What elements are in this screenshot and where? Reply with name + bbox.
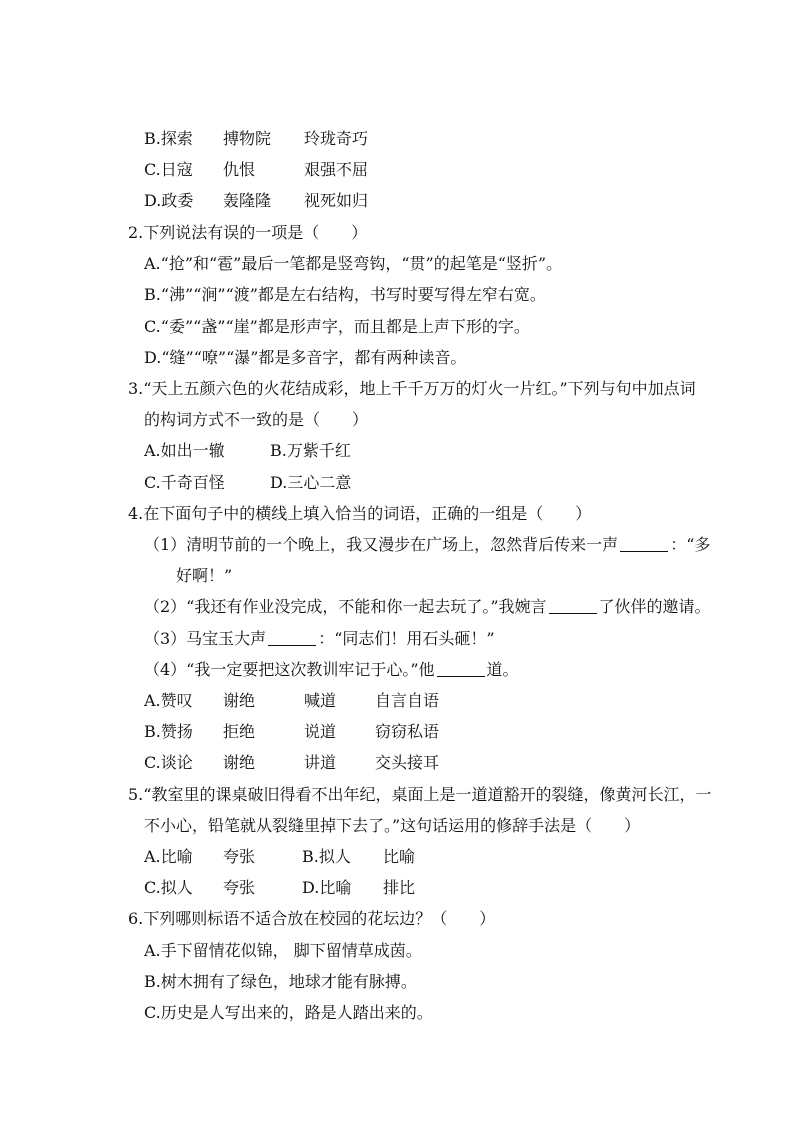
q3-option-d: D.三心二意 [270, 473, 352, 492]
q4-s1-blank [620, 535, 668, 552]
q3-options-cd [144, 472, 351, 494]
q4-s4-post: 道。 [486, 660, 519, 679]
q3-stem-line2: 的构词方式不一致的是（ ） [144, 410, 369, 429]
q4-s2-pre: （2）“我还有作业没完成，不能和你一起去玩了。”我婉言 [144, 597, 547, 616]
q4-c-word4: 交头接耳 [375, 753, 440, 772]
q5-options-ab [144, 846, 415, 868]
q2-option-c: C.“委”“盏”“崖”都是形声字，而且都是上声下形的字。 [144, 317, 530, 336]
q3-stem-line1: 3.“天上五颜六色的火花结成彩，地上千千万万的灯火一片红。”下列与句中加点词 [128, 379, 696, 398]
q4-option-b [144, 721, 439, 743]
q6-option-b: B.树木拥有了绿色，地球才能有脉搏。 [144, 972, 417, 991]
q1-c-word3: 艰强不屈 [304, 160, 369, 179]
q3-option-c: C.千奇百怪 [144, 473, 225, 492]
q4-a-word4: 自言自语 [375, 691, 440, 710]
q4-c-word3: 讲道 [304, 753, 337, 772]
q5-c-word1: C.拟人 [144, 878, 193, 897]
q4-s4-blank [437, 660, 485, 677]
q6-stem: 6.下列哪则标语不适合放在校园的花坛边？（ ） [128, 909, 496, 928]
q3-options-ab [144, 440, 351, 462]
q4-a-word2: 谢绝 [223, 691, 256, 710]
q1-d-word1: D.政委 [144, 191, 194, 210]
q1-b-word1: B.探索 [144, 129, 193, 148]
q4-s3-blank [268, 629, 316, 646]
q4-s3-post: ：“同志们！用石头砸！” [318, 629, 495, 648]
q4-sentence-4 [144, 659, 519, 681]
q1-c-word1: C.日寇 [144, 160, 193, 179]
q5-a-word1: A.比喻 [144, 847, 193, 866]
q4-option-c [144, 752, 439, 774]
q4-s2-post: 了伙伴的邀请。 [598, 597, 711, 616]
q1-option-c [144, 159, 368, 181]
q2-option-b: B.“沸”“涧”“渡”都是左右结构，书写时要写得左窄右宽。 [144, 285, 546, 304]
q4-b-word4: 窃窃私语 [375, 722, 440, 741]
q1-d-word3: 视死如归 [304, 191, 369, 210]
q6-option-c: C.历史是人写出来的，路是人踏出来的。 [144, 1003, 433, 1022]
q5-stem-line1: 5.“教室里的课桌破旧得看不出年纪，桌面上是一道道豁开的裂缝，像黄河长江，一 [128, 785, 712, 804]
q5-d-word2: 排比 [383, 878, 416, 897]
q6-option-a: A.手下留情花似锦， 脚下留情草成茵。 [144, 941, 422, 960]
q1-d-word2: 轰隆隆 [223, 191, 272, 210]
q4-s1-cont: 好啊！” [176, 566, 233, 585]
q4-b-word3: 说道 [304, 722, 337, 741]
q4-s1-post: ：“多 [670, 535, 711, 554]
q4-sentence-2 [144, 596, 711, 618]
q2-option-a: A.“抢”和“雹”最后一笔都是竖弯钩，“贯”的起笔是“竖折”。 [144, 254, 563, 273]
q1-option-d [144, 190, 368, 212]
q4-b-word1: B.赞扬 [144, 722, 193, 741]
q5-b-word1: B.拟人 [302, 847, 351, 866]
q4-a-word3: 喊道 [304, 691, 337, 710]
q4-s1-pre: （1）清明节前的一个晚上，我又漫步在广场上，忽然背后传来一声 [144, 535, 619, 554]
q4-sentence-3 [144, 628, 495, 650]
q4-a-word1: A.赞叹 [144, 691, 193, 710]
q2-option-d: D.“缝”“嘹”“瀑”都是多音字，都有两种读音。 [144, 348, 467, 367]
q1-b-word2: 搏物院 [223, 129, 272, 148]
q5-a-word2: 夸张 [223, 847, 256, 866]
q5-d-word1: D.比喻 [302, 878, 352, 897]
q4-sentence-1 [144, 534, 710, 556]
q4-s2-blank [549, 597, 597, 614]
q4-option-a [144, 690, 439, 712]
q3-option-a: A.如出一辙 [144, 441, 225, 460]
q5-b-word2: 比喻 [383, 847, 416, 866]
q1-b-word3: 玲珑奇巧 [304, 129, 369, 148]
q2-stem: 2.下列说法有误的一项是（ ） [128, 223, 368, 242]
q4-s3-pre: （3）马宝玉大声 [144, 629, 267, 648]
q5-options-cd [144, 877, 415, 899]
q5-c-word2: 夸张 [223, 878, 256, 897]
q3-option-b: B.万紫千红 [270, 441, 351, 460]
q4-b-word2: 拒绝 [223, 722, 256, 741]
q4-s4-pre: （4）“我一定要把这次教训牢记于心。”他 [144, 660, 435, 679]
q4-c-word2: 谢绝 [223, 753, 256, 772]
q1-option-b [144, 128, 368, 150]
q1-c-word2: 仇恨 [223, 160, 256, 179]
q5-stem-line2: 不小心，铅笔就从裂缝里掉下去了。”这句话运用的修辞手法是（ ） [144, 816, 641, 835]
q4-c-word1: C.谈论 [144, 753, 193, 772]
q4-stem: 4.在下面句子中的横线上填入恰当的词语，正确的一组是（ ） [128, 504, 592, 523]
